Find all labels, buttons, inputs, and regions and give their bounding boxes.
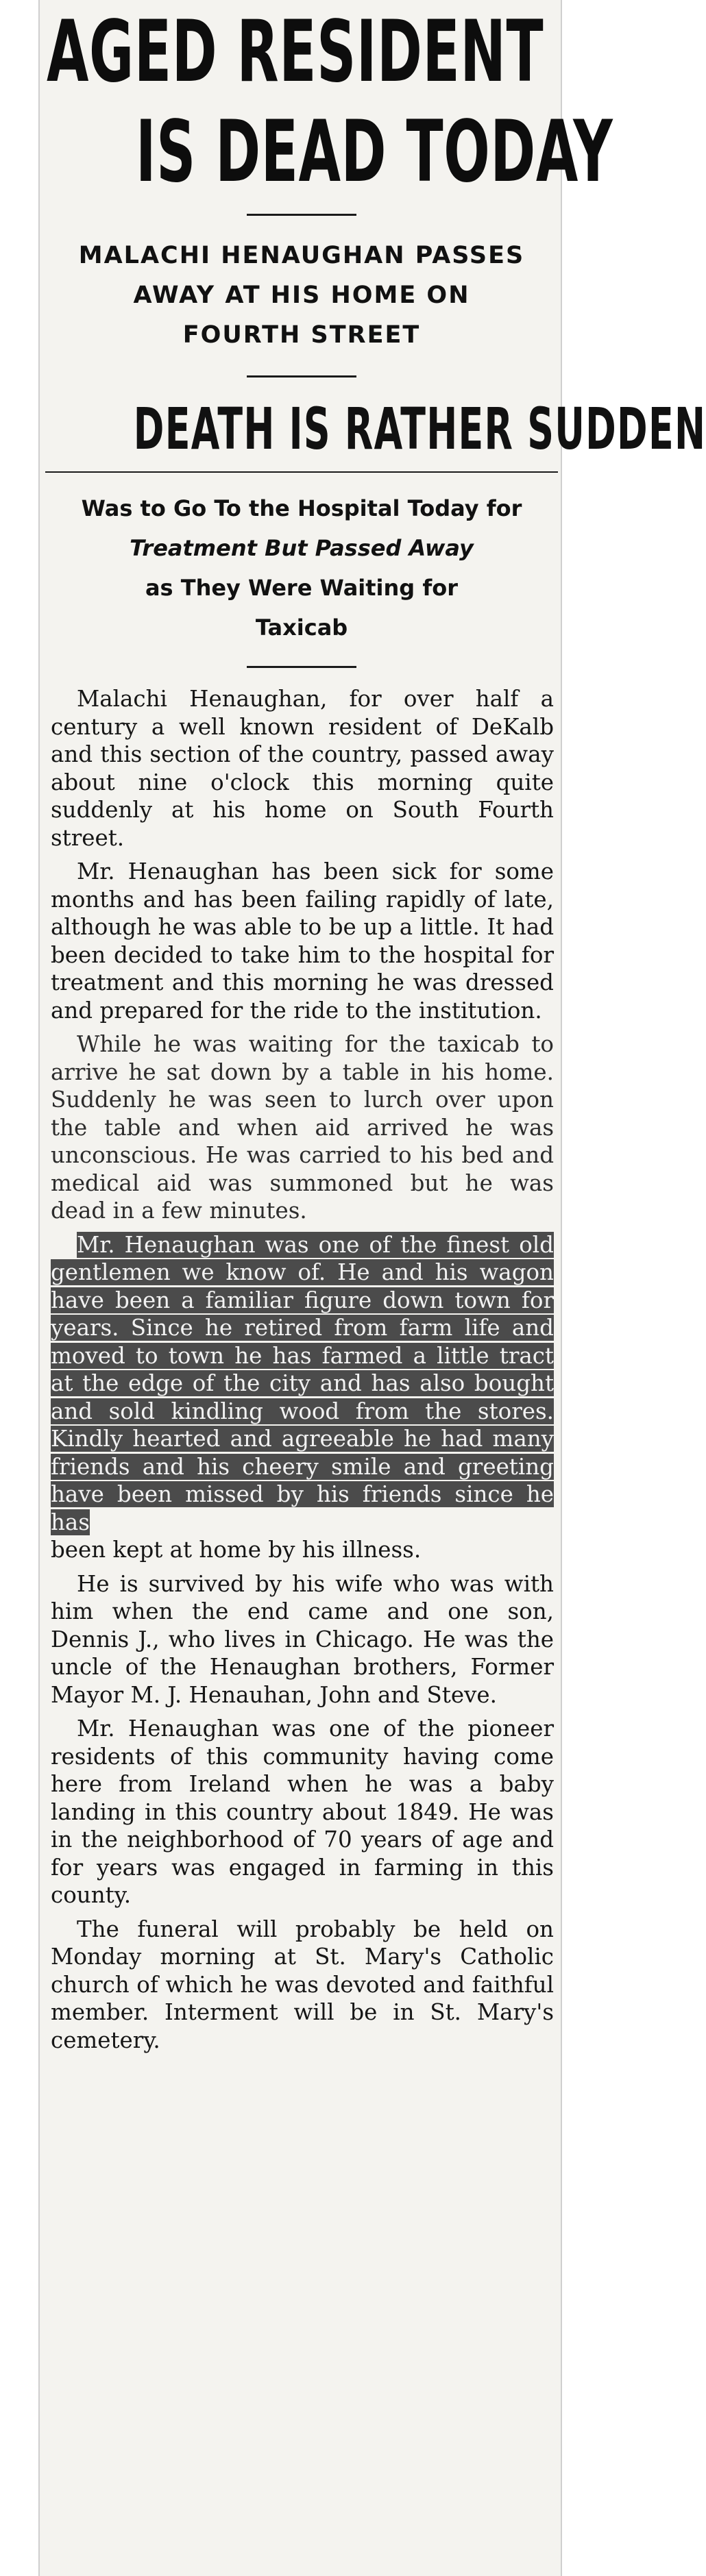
divider-rule-1 [247,214,356,216]
article-paragraph-4 [51,1231,554,1537]
second-headline: DEATH IS RATHER SUDDEN [133,395,706,462]
headline-line-1: AGED RESIDENT [47,3,544,101]
article-paragraph-5: He is survived by his wife who was with him when the end came and one son, Dennis J., who lives in Chicago. He was the uncle of the Henaughan brothers, Former Mayor M. J. Henauhan, John and Steve. [51,1570,554,1708]
deck-line-1: Was to Go To the Hospital Today for [81,495,522,521]
article-paragraph-4-continued: been kept at home by his illness. [51,1537,422,1563]
article-paragraph-6: Mr. Henaughan was one of the pioneer residents of this community having come here from Ireland when he was a baby landing in this country about 1849. He was in the neighborhood of 70 years of age and for years was engaged in farming in this county. [51,1716,554,1908]
divider-rule-2 [247,375,356,377]
headline-line-2: IS DEAD TODAY [136,103,613,201]
subhead-line-1: MALACHI HENAUGHAN PASSES [78,242,525,269]
article-paragraph-4-text: Mr. Henaughan was one of the finest old gentlemen we know of. He and his wagon have been a familiar figure down town for years. Since he retired from farm life and moved to town he has farmed a little tract at the edge of the city and has also bought and sold kindling wood from the stores. Kindly hearted and agreeable he had many friends and his cheery smile and greeting have been missed by his friends since he has [51,1231,554,1535]
newspaper-clipping [38,0,706,2576]
divider-rule-4 [247,666,356,668]
deck-line-4: Taxicab [255,615,348,641]
subhead-line-3: FOURTH STREET [182,321,421,349]
article-paragraph-7: The funeral will probably be held on Monday morning at St. Mary's Catholic church of which he was devoted and faithful member. Interment will be in St. Mary's cemetery. [51,1916,554,2053]
subhead-line-2: AWAY AT HIS HOME ON [133,282,470,309]
deck-line-3: as They Were Waiting for [145,575,459,601]
divider-rule-3 [45,471,558,473]
article-paragraph-1: Malachi Henaughan, for over half a century a well known resident of DeKalb and this section of the country, passed away about nine o'clock this morning quite suddenly at his home on South Fourth street. [51,686,554,851]
article-paragraph-3: While he was waiting for the taxicab to arrive he sat down by a table in his home. Suddenly he was seen to lurch over upon the table and when aid arrived he was unconscious. He was carried to his bed and medical aid was summoned but he was dead in a few minutes. [51,1031,554,1224]
article-paragraph-2: Mr. Henaughan has been sick for some months and has been failing rapidly of late, although he was able to be up a little. It had been decided to take him to the hospital for treatment and this morning he was dressed and prepared for the ride to the institution. [51,858,554,1024]
deck-line-2: Treatment But Passed Away [130,535,474,561]
article-body [51,685,554,2060]
